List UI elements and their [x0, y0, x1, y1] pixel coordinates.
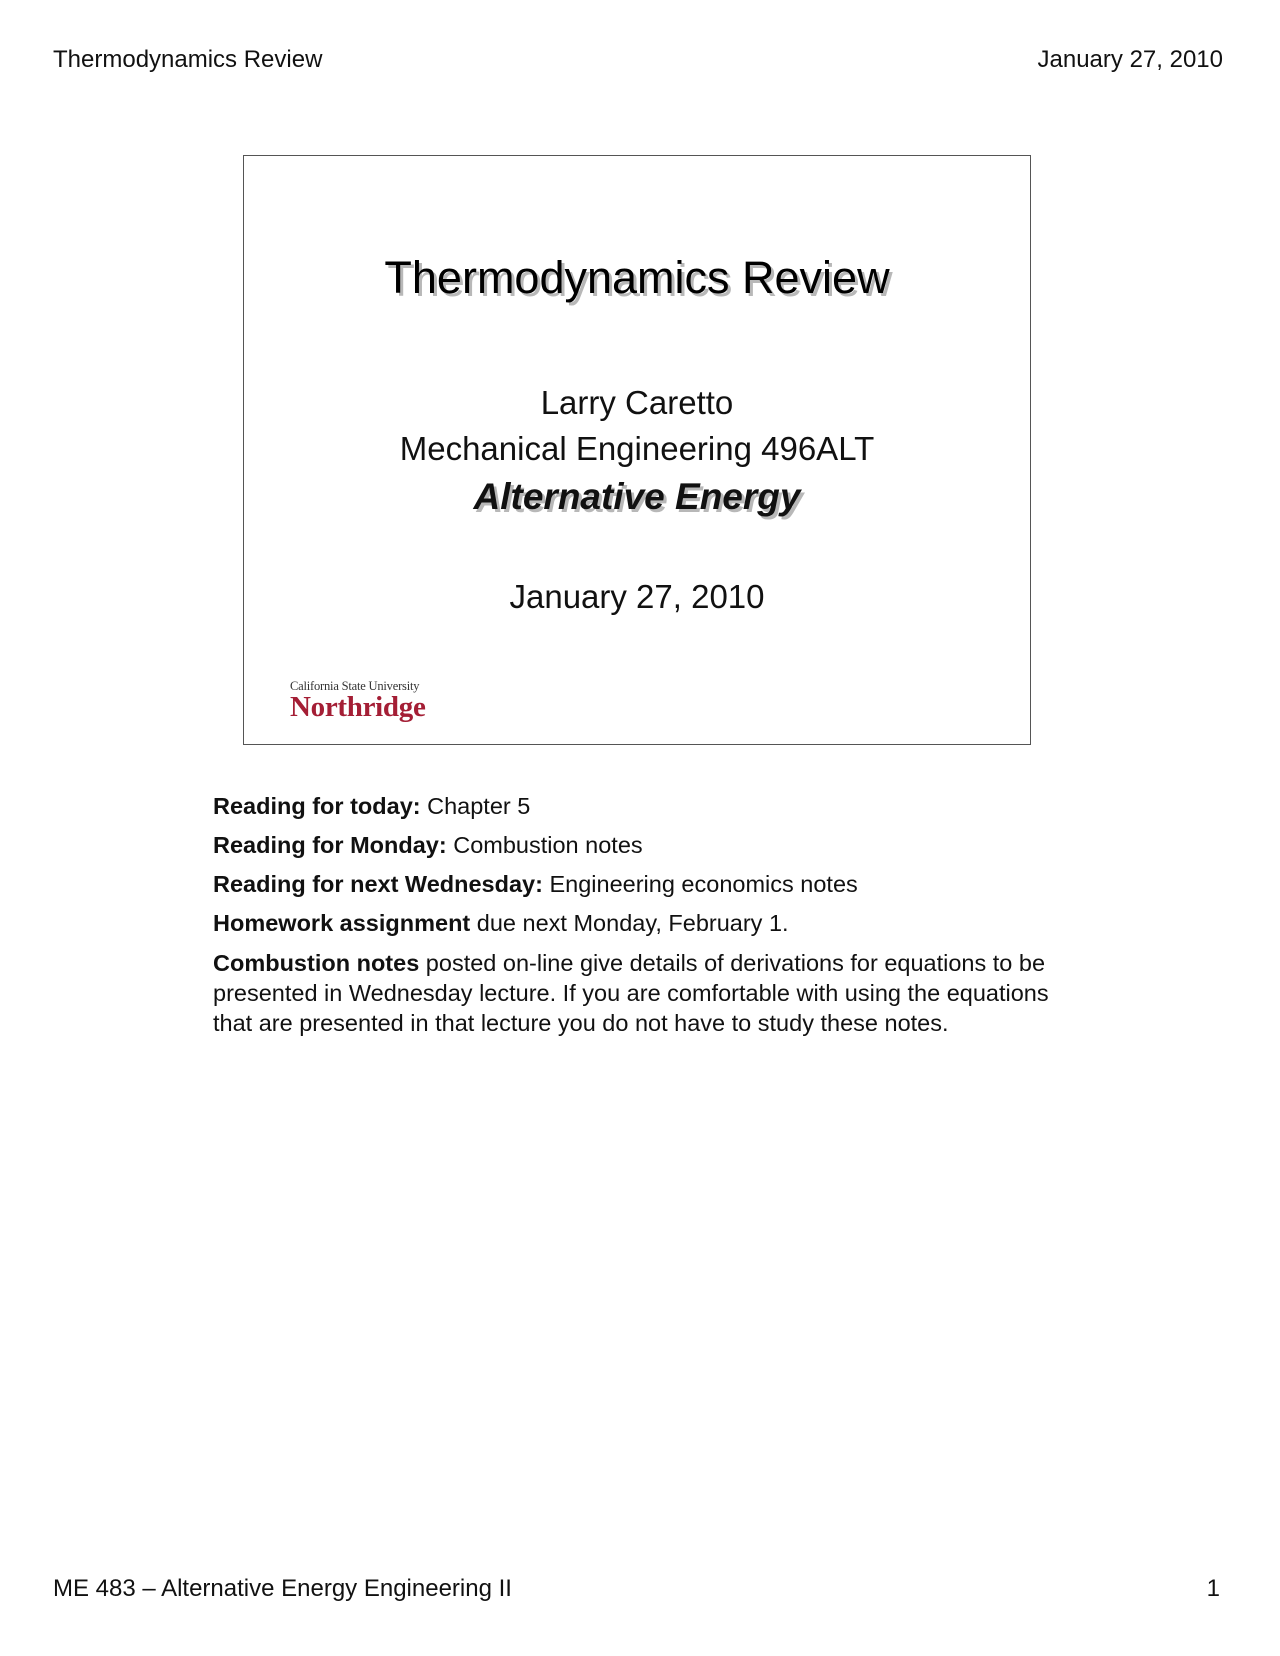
page-footer-course: ME 483 – Alternative Energy Engineering II [53, 1575, 512, 1602]
note-combustion [213, 948, 1073, 1038]
slide-date: January 27, 2010 [509, 578, 765, 615]
note-text: Chapter 5 [420, 793, 531, 819]
university-logo [290, 680, 440, 721]
lecture-notes [213, 792, 1073, 1038]
note-text: posted on-line give details of derivations for equations to be presented in Wednesday lecture. If you are comfortable with using the equations that are presented in that lecture you do not have to study these notes. [213, 950, 1049, 1036]
slide-title: Thermodynamics Review [384, 252, 890, 303]
slide-course: Mechanical Engineering 496ALT [399, 430, 875, 467]
page-number: 1 [1206, 1575, 1220, 1602]
note-reading-today [213, 792, 1073, 821]
page-header-date: January 27, 2010 [1037, 46, 1223, 73]
note-text: due next Monday, February 1. [470, 910, 789, 936]
slide-subject: Alternative Energy [473, 476, 801, 517]
note-text: Engineering economics notes [542, 871, 858, 897]
logo-top-text: California State University [290, 679, 420, 693]
logo-main-text: Northridge [290, 691, 426, 723]
page-header-title: Thermodynamics Review [53, 46, 323, 73]
note-homework [213, 909, 1073, 938]
note-text: Combustion notes [446, 832, 643, 858]
note-reading-wednesday [213, 870, 1073, 899]
note-label: Reading for next Wednesday: [213, 871, 543, 897]
note-label: Combustion notes [213, 950, 420, 976]
note-reading-monday [213, 831, 1073, 860]
slide-thumbnail [243, 155, 1031, 745]
slide-author: Larry Caretto [540, 384, 734, 421]
note-label: Reading for today: [213, 793, 421, 819]
note-label: Homework assignment [213, 910, 471, 936]
note-label: Reading for Monday: [213, 832, 447, 858]
